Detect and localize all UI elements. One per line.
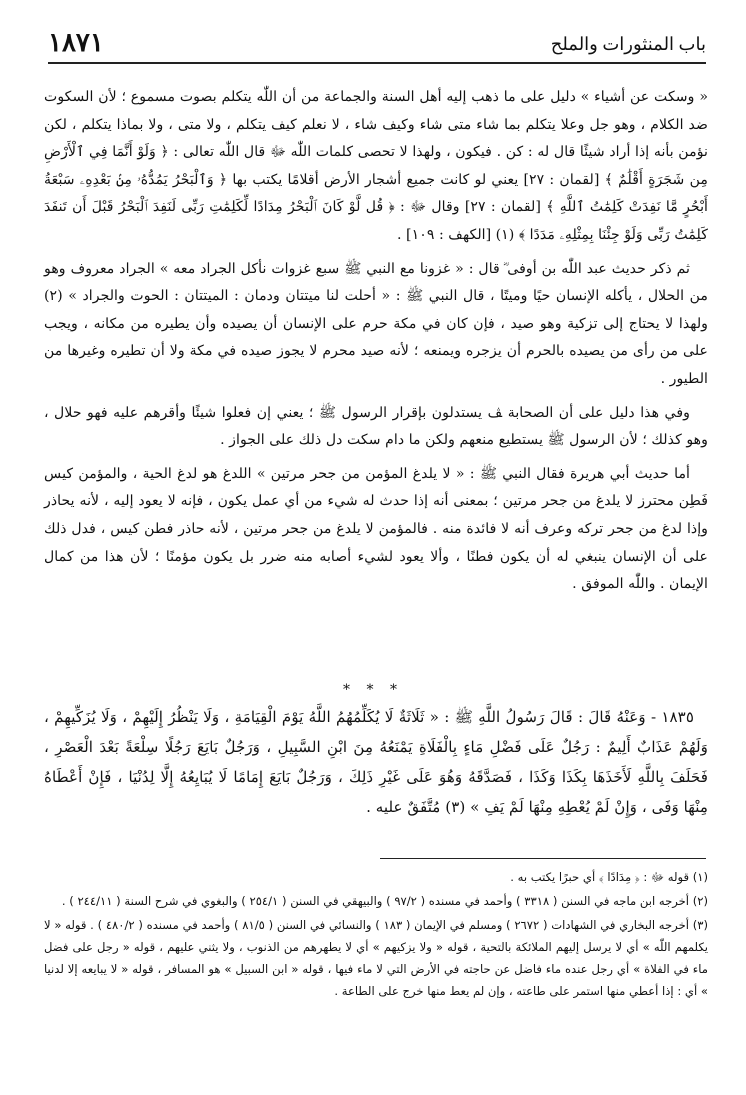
paragraph: وفي هذا دليل على أن الصحابة ﭫ يستدلون بإقرار الرسول ﷺ ؛ يعني إن فعلوا شيئًا وأقرهم عليه فهو حلال ، وهو كذلك ؛ لأن الرسول ﷺ يستطيع منعهم ولكن ما دام سكت دل ذلك على الجواز . [44, 404, 708, 449]
chapter-title: باب المنثورات والملح [550, 34, 706, 54]
paragraph: أما حديث أبي هريرة فقال النبي ﷺ : « لا يلدغ المؤمن من جحر مرتين » اللدغ هو لدغ الحية ، والمؤمن كيس فَطِن محترز لا يلدغ من جحر مرتين ؛ بمعنى أنه إذا حدث له شيء من أي عمل يكون ، فإنه لا يعود إليه ، لأنه يحاذر وإذا لدغ من جحر تركه وعرف أنه لا فائدة منه . فالمؤمن لا يلدغ من جحر مرتين ، لأنه حاذر فطن كيس ، فدل ذلك على أن الإنسان ينبغي له أن يكون فطنًا ، وألا يعود لشيء أصابه منه ضرر بل يكون مؤمنًا ؛ لأن هذا من كمال الإيمان . واللّٰه الموفق . [44, 465, 708, 593]
paragraph: « وسكت عن أشياء » دليل على ما ذهب إليه أهل السنة والجماعة من أن اللّٰه يتكلم بصوت مسموع ؛ لأن السكوت ضد الكلام ، وهو جل وعلا يتكلم بما شاء متى شاء وكيف شاء ، لا نعلم كيف يتكلم ، ولا متى ، ولا بماذا يتكلم ، لكن نؤمن بأنه إذا أراد شيئًا قال له : كن . فيكون ، ولهذا لا تحصى كلمات اللّٰه ﷻ قال اللّٰه تعالى : ﴿ وَلَوْ أَنَّمَا فِي ٱلْأَرْضِ مِن شَجَرَةٍ أَقْلَٰمٌ ﴾ [لقمان : ٢٧] يعني لو كانت جميع أشجار الأرض أقلامًا يكتب بها ﴿ وَٱلْبَحْرُ يَمُدُّهُۥ مِنۢ بَعْدِهِۦ سَبْعَةُ أَبْحُرٍ مَّا نَفِدَتْ كَلِمَٰتُ ٱللَّهِ ﴾ [لقمان : ٢٧] وقال ﷻ : ﴿ قُل لَّوْ كَانَ ٱلْبَحْرُ مِدَادًا لِّكَلِمَٰتِ رَبِّى لَنَفِدَ ٱلْبَحْرُ قَبْلَ أَن تَنفَدَ كَلِمَٰتُ رَبِّى وَلَوْ جِئْنَا بِمِثْلِهِۦ مَدَدًا ﴾ (١) [الكهف : ١٠٩] . [44, 89, 709, 243]
page-header [48, 30, 706, 64]
footnotes [44, 866, 708, 1004]
footnote-divider [380, 858, 706, 859]
page-number: ١٨٧١ [48, 28, 104, 57]
paragraph: ثم ذكر حديث عبد اللّٰه بن أوفى ؓ قال : « غزونا مع النبي ﷺ سبع غزوات نأكل الجراد معه » الجراد معروف وهو من الحلال ، يأكله الإنسان حيًا وميتًا ، قال النبي ﷺ : « أحلت لنا ميتتان ودمان : الميتتان : الحوت والجراد » (٢) ولهذا لا يحتاج إلى تزكية وهو صيد ، فإن كان في مكة حرم على الإنسان أن يصيده وأن يطيره من مكانه ، ويجب على من رأى من يصيده بالحرم أن يزجره ويمنعه ؛ لأنه صيد محرم لا يجوز صيده في مكة ولا أن تطيره وغيرها من الطيور . [44, 260, 709, 387]
footnote: (٣) أخرجه البخاري في الشهادات ( ٢٦٧٢ ) ومسلم في الإيمان ( ١٨٣ ) والنسائي في السنن ( ٨١/٥ ) وأحمد في مسنده ( ٤٨٠/٢ ) . قوله « لا يكلمهم اللّٰه » أي لا يرسل إليهم الملائكة بالتحية ، قوله « ولا يزكيهم » أي لا يطهرهم من الذنوب ، ولا يثني عليهم ، قوله « رجل على فضل ماء في الفلاة » أي رجل عنده ماء فاضل عن حاجته في الأرض التي لا ماء فيها ، قوله « ابن السبيل » هو المسافر ، قوله « لا يبايعه إلا لدنيا » أي : إذا أعطي منها استمر على طاعته ، وإن لم يعط منها خرج على الطاعة . [44, 918, 708, 998]
footnote: (١) قوله ﷻ : ﴿ مِدَادًا ﴾ أي حبرًا يكتب به . [510, 870, 708, 884]
commentary-text [44, 84, 708, 605]
section-separator: * * * [343, 682, 403, 698]
hadith-paragraph: ١٨٣٥ - وَعَنْهُ قَالَ : قَالَ رَسُولُ اللَّهِ ﷺ : « ثَلَاثَةٌ لَا يُكَلِّمُهُمُ اللَّهُ يَوْمَ الْقِيَامَةِ ، وَلَا يَنْظُرُ إِلَيْهِمْ ، وَلَا يُزَكِّيهِمْ ، وَلَهُمْ عَذَابٌ أَلِيمٌ : رَجُلٌ عَلَى فَضْلِ مَاءٍ بِالْفَلَاةِ يَمْنَعُهُ مِنَ ابْنِ السَّبِيلِ ، وَرَجُلٌ بَايَعَ رَجُلًا سِلْعَةً بَعْدَ الْعَصْرِ ، فَحَلَفَ بِاللَّهِ لَأَخَذَهَا بِكَذَا وَكَذَا ، فَصَدَّقَهُ وَهُوَ عَلَى غَيْرِ ذَلِكَ ، وَرَجُلٌ بَايَعَ إِمَامًا لَا يُبَايِعُهُ إِلَّا لِدُنْيَا ، فَإِنْ أَعْطَاهُ مِنْهَا وَفَى ، وَإِنْ لَمْ يُعْطِهِ مِنْهَا لَمْ يَفِ » (٣) مُتَّفَقٌ عليه . [44, 708, 708, 816]
footnote: (٢) أخرجه ابن ماجه في السنن ( ٣٣١٨ ) وأحمد في مسنده ( ٩٧/٢ ) والبيهقي في السنن ( ٢٥٤/١ ) والبغوي في شرح السنة ( ٢٤٤/١١ ) . [61, 894, 708, 908]
hadith-text [44, 702, 708, 822]
